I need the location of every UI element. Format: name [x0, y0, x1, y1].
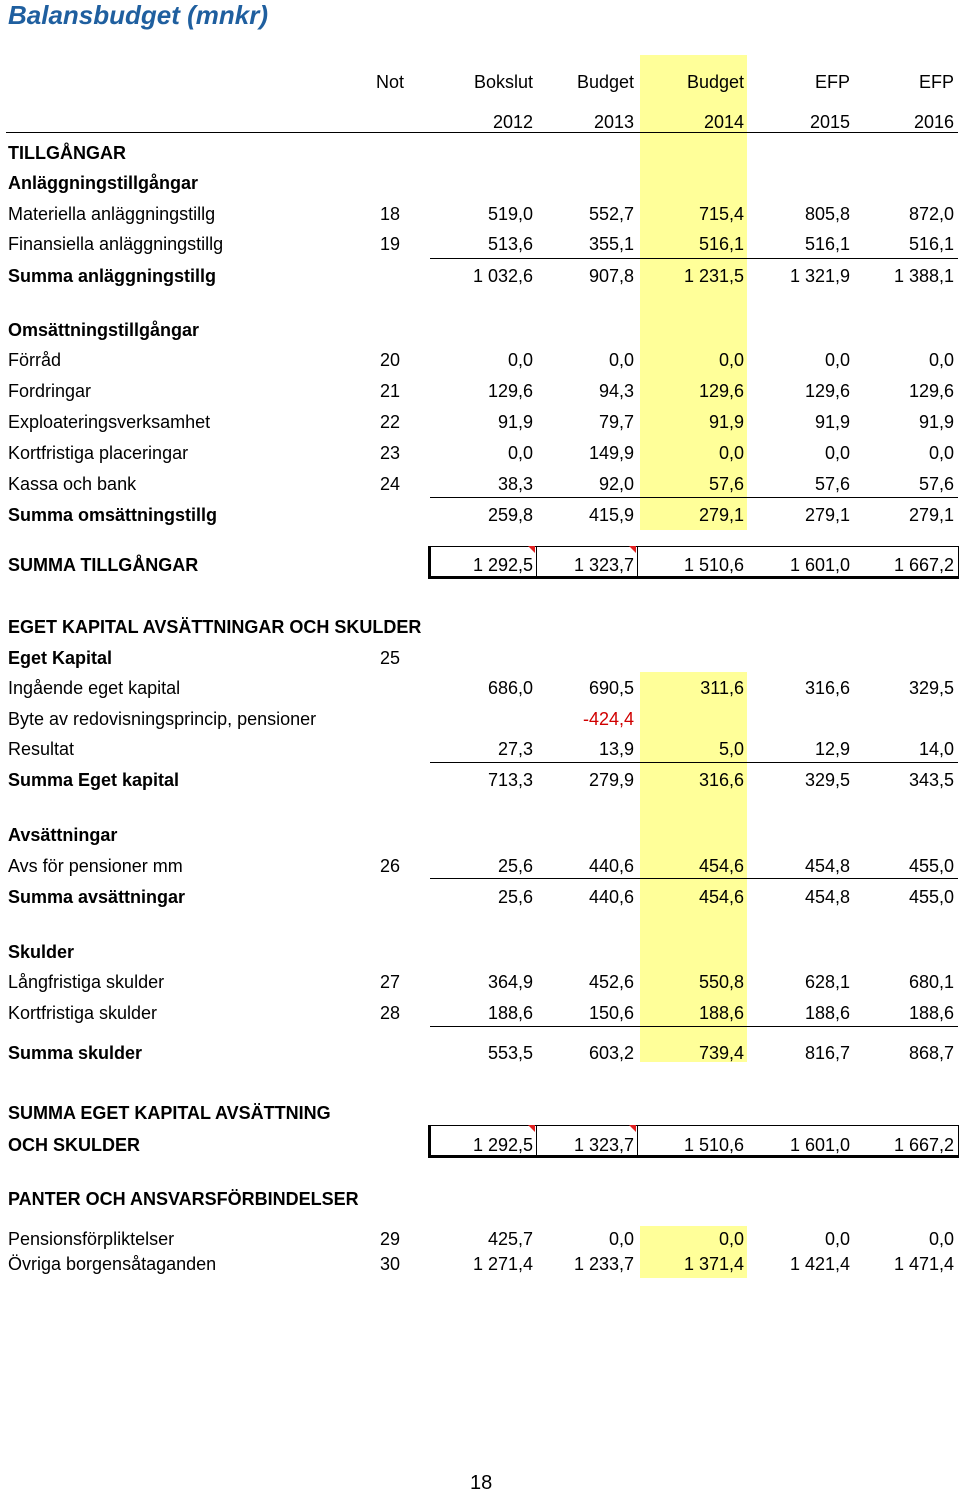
- cell-2016: 1 471,4: [893, 1254, 954, 1274]
- table-row: [0, 854, 960, 878]
- cell-2012: 25,6: [497, 856, 533, 876]
- cell-2013: 440,6: [588, 887, 634, 907]
- cell-2016: 129,6: [908, 381, 954, 401]
- row-label: Summa avsättningar: [8, 887, 186, 907]
- table-row-total: [0, 768, 960, 792]
- year-2016: 2016: [913, 112, 954, 132]
- cell-2014: 279,1: [698, 505, 744, 525]
- cell-2012: 38,3: [497, 474, 533, 494]
- section-omsattning: Omsättningstillgångar: [8, 320, 200, 340]
- comment-marker-icon: [528, 546, 535, 553]
- cell-2015: 57,6: [814, 474, 850, 494]
- row-label: Förråd: [8, 350, 62, 370]
- cell-2014: 1 231,5: [683, 266, 744, 286]
- table-row-total: [0, 885, 960, 909]
- cell-2013: 0,0: [608, 350, 634, 370]
- table-row: [0, 1001, 960, 1025]
- cell-2015: 1 421,4: [789, 1254, 850, 1274]
- cell-2012: 686,0: [487, 678, 533, 698]
- cell-2013: 690,5: [588, 678, 634, 698]
- cell-2016: 1 388,1: [893, 266, 954, 286]
- row-label: Pensionsförpliktelser: [8, 1229, 175, 1249]
- cell-2015: 1 601,0: [789, 555, 850, 575]
- table-row: [0, 1252, 960, 1276]
- header-budget-2014: Budget: [686, 72, 744, 92]
- header-budget-2013: Budget: [576, 72, 634, 92]
- cell-2014: 739,4: [698, 1043, 744, 1063]
- cell-2015: 12,9: [814, 739, 850, 759]
- cell-2012: 519,0: [487, 204, 533, 224]
- year-2014: 2014: [703, 112, 744, 132]
- cell-2014: 0,0: [718, 1229, 744, 1249]
- cell-2015: 1 601,0: [789, 1135, 850, 1155]
- header-bokslut: Bokslut: [473, 72, 533, 92]
- table-row: [0, 410, 960, 434]
- cell-2013: 440,6: [588, 856, 634, 876]
- table-row: [0, 707, 960, 731]
- cell-2014: 0,0: [718, 443, 744, 463]
- row-label: Fordringar: [8, 381, 92, 401]
- row-note: 20: [380, 350, 401, 370]
- cell-2016: 516,1: [908, 234, 954, 254]
- cell-2012: 1 271,4: [472, 1254, 533, 1274]
- cell-2013: 0,0: [608, 1229, 634, 1249]
- cell-2015: 805,8: [804, 204, 850, 224]
- header-not: Not: [376, 72, 405, 92]
- row-note: 30: [380, 1254, 401, 1274]
- row-note: 27: [380, 972, 401, 992]
- row-label: Summa anläggningstillg: [8, 266, 217, 286]
- cell-2015: 316,6: [804, 678, 850, 698]
- sheet-title: Balansbudget (mnkr): [8, 0, 269, 30]
- section-eget-heading: EGET KAPITAL AVSÄTTNINGAR OCH SKULDER: [8, 617, 422, 637]
- cell-2012: 553,5: [487, 1043, 533, 1063]
- cell-2015: 188,6: [804, 1003, 850, 1023]
- header-efp-2015: EFP: [814, 72, 850, 92]
- cell-2015: 0,0: [824, 1229, 850, 1249]
- subtotal-rule: [430, 258, 958, 259]
- cell-2013: 1 323,7: [573, 555, 634, 575]
- row-label: Finansiella anläggningstillg: [8, 234, 224, 254]
- cell-2012: 513,6: [487, 234, 533, 254]
- table-row: [0, 1227, 960, 1251]
- cell-2012: 1 292,5: [472, 555, 533, 575]
- subtotal-rule: [430, 1026, 958, 1027]
- cell-2015: 1 321,9: [789, 266, 850, 286]
- row-note: 23: [380, 443, 401, 463]
- row-label: Långfristiga skulder: [8, 972, 165, 992]
- cell-2014: 311,6: [700, 678, 744, 698]
- row-note: 28: [380, 1003, 401, 1023]
- row-label: Kassa och bank: [8, 474, 137, 494]
- page-number: 18: [470, 1472, 493, 1494]
- cell-2016: 1 667,2: [893, 1135, 954, 1155]
- section-anlaggning: Anläggningstillgångar: [8, 173, 199, 193]
- cell-2015: 454,8: [804, 856, 850, 876]
- cell-2014: 1 371,4: [683, 1254, 744, 1274]
- cell-2012: 129,6: [487, 381, 533, 401]
- cell-2013: 1 323,7: [573, 1135, 634, 1155]
- cell-2015: 816,7: [804, 1043, 850, 1063]
- cell-2016: 0,0: [928, 443, 954, 463]
- cell-2016: 91,9: [918, 412, 954, 432]
- cell-2012: 1 032,6: [472, 266, 533, 286]
- cell-2016: 57,6: [918, 474, 954, 494]
- cell-2014: 129,6: [698, 381, 744, 401]
- cell-2013: 907,8: [588, 266, 634, 286]
- cell-2012: 27,3: [497, 739, 533, 759]
- table-row: [0, 970, 960, 994]
- cell-2016: 343,5: [908, 770, 954, 790]
- row-note: 19: [380, 234, 401, 254]
- row-note: 26: [380, 856, 401, 876]
- cell-2014: 0,0: [718, 350, 744, 370]
- row-label: Summa omsättningstillg: [8, 505, 218, 525]
- cell-2014: 5,0: [718, 739, 744, 759]
- table-row-total: [0, 264, 960, 288]
- row-note: 21: [380, 381, 401, 401]
- cell-2014: 1 510,6: [683, 555, 744, 575]
- comment-marker-icon: [629, 546, 636, 553]
- subtotal-rule: [430, 497, 958, 498]
- comment-marker-icon: [528, 1125, 535, 1132]
- section-tillgangar: TILLGÅNGAR: [8, 143, 126, 163]
- cell-2015: 0,0: [824, 350, 850, 370]
- cell-2015: 454,8: [804, 887, 850, 907]
- cell-2013: 149,9: [588, 443, 634, 463]
- table-row-grand-total: [0, 553, 960, 577]
- table-row: [0, 348, 960, 372]
- cell-2013: 92,0: [598, 474, 634, 494]
- cell-2012: 0,0: [507, 443, 533, 463]
- cell-2013-negative: -424,4: [582, 709, 634, 729]
- cell-2013: 415,9: [588, 505, 634, 525]
- cell-2012: 425,7: [487, 1229, 533, 1249]
- cell-2013: 150,6: [588, 1003, 634, 1023]
- header-row: [0, 70, 960, 94]
- cell-2012: 188,6: [487, 1003, 533, 1023]
- summa-tillgangar-label: SUMMA TILLGÅNGAR: [8, 555, 199, 575]
- cell-2014: 550,8: [698, 972, 744, 992]
- table-row: [0, 472, 960, 496]
- cell-2015: 628,1: [804, 972, 850, 992]
- row-label: Övriga borgensåtaganden: [8, 1254, 217, 1274]
- row-label: Summa Eget kapital: [8, 770, 180, 790]
- row-note: 24: [380, 474, 401, 494]
- cell-2013: 552,7: [588, 204, 634, 224]
- row-label: Byte av redovisningsprincip, pensioner: [8, 709, 317, 729]
- cell-2014: 188,6: [698, 1003, 744, 1023]
- subtotal-rule: [430, 878, 958, 879]
- cell-2013: 94,3: [598, 381, 634, 401]
- table-row-total: [0, 503, 960, 527]
- table-row: [0, 737, 960, 761]
- cell-2012: 713,3: [487, 770, 533, 790]
- section-panter: PANTER OCH ANSVARSFÖRBINDELSER: [8, 1189, 359, 1209]
- header-efp-2016: EFP: [918, 72, 954, 92]
- cell-2012: 364,9: [487, 972, 533, 992]
- cell-2015: 0,0: [824, 443, 850, 463]
- comment-marker-icon: [629, 1125, 636, 1132]
- cell-2014: 91,9: [708, 412, 744, 432]
- cell-2014: 715,4: [698, 204, 744, 224]
- cell-2016: 0,0: [928, 350, 954, 370]
- year-2013: 2013: [593, 112, 634, 132]
- cell-2014: 516,1: [698, 234, 744, 254]
- cell-2012: 0,0: [507, 350, 533, 370]
- year-2015: 2015: [809, 112, 850, 132]
- cell-2016: 279,1: [908, 505, 954, 525]
- cell-2013: 79,7: [598, 412, 634, 432]
- cell-2014: 454,6: [698, 887, 744, 907]
- cell-2014: 454,6: [698, 856, 744, 876]
- cell-2012: 1 292,5: [472, 1135, 533, 1155]
- cell-2015: 91,9: [814, 412, 850, 432]
- row-note: 22: [380, 412, 401, 432]
- cell-2016: 14,0: [918, 739, 954, 759]
- cell-2013: 279,9: [588, 770, 634, 790]
- row-label: Kortfristiga skulder: [8, 1003, 158, 1023]
- cell-2016: 680,1: [908, 972, 954, 992]
- row-note: 18: [380, 204, 401, 224]
- cell-2013: 452,6: [588, 972, 634, 992]
- cell-2012: 259,8: [487, 505, 533, 525]
- cell-2014: 1 510,6: [683, 1135, 744, 1155]
- row-note: 25: [380, 648, 401, 668]
- table-row: [0, 379, 960, 403]
- cell-2015: 329,5: [804, 770, 850, 790]
- cell-2013: 355,1: [588, 234, 634, 254]
- table-row-grand-total: [0, 1133, 960, 1157]
- cell-2014: 316,6: [698, 770, 744, 790]
- cell-2016: 872,0: [908, 204, 954, 224]
- table-row: [0, 202, 960, 226]
- row-label: Resultat: [8, 739, 75, 759]
- cell-2016: 455,0: [908, 887, 954, 907]
- section-eget-kapital: Eget Kapital: [8, 648, 113, 668]
- row-label: Exploateringsverksamhet: [8, 412, 211, 432]
- table-row: [0, 676, 960, 700]
- years-row: [0, 110, 960, 134]
- cell-2016: 868,7: [908, 1043, 954, 1063]
- cell-2012: 91,9: [497, 412, 533, 432]
- row-label: Summa skulder: [8, 1043, 143, 1063]
- cell-2016: 188,6: [908, 1003, 954, 1023]
- cell-2016: 329,5: [908, 678, 954, 698]
- cell-2014: 57,6: [708, 474, 744, 494]
- section-skulder: Skulder: [8, 942, 75, 962]
- table-row-total: [0, 1041, 960, 1065]
- table-row: [0, 441, 960, 465]
- year-2012: 2012: [492, 112, 533, 132]
- cell-2013: 1 233,7: [573, 1254, 634, 1274]
- subtotal-rule: [430, 762, 958, 763]
- cell-2015: 129,6: [804, 381, 850, 401]
- row-note: 29: [380, 1229, 401, 1249]
- row-label: Avs för pensioner mm: [8, 856, 183, 876]
- summa-eks-label-line1: SUMMA EGET KAPITAL AVSÄTTNING: [8, 1103, 331, 1123]
- cell-2012: 25,6: [497, 887, 533, 907]
- cell-2013: 13,9: [598, 739, 634, 759]
- row-label: Ingående eget kapital: [8, 678, 181, 698]
- cell-2015: 279,1: [804, 505, 850, 525]
- cell-2015: 516,1: [804, 234, 850, 254]
- section-avsattningar: Avsättningar: [8, 825, 118, 845]
- summa-eks-label-line2: OCH SKULDER: [8, 1135, 141, 1155]
- cell-2016: 0,0: [928, 1229, 954, 1249]
- row-label: Kortfristiga placeringar: [8, 443, 189, 463]
- table-row: [0, 232, 960, 256]
- row-label: Materiella anläggningstillg: [8, 204, 216, 224]
- cell-2016: 1 667,2: [893, 555, 954, 575]
- cell-2016: 455,0: [908, 856, 954, 876]
- cell-2013: 603,2: [588, 1043, 634, 1063]
